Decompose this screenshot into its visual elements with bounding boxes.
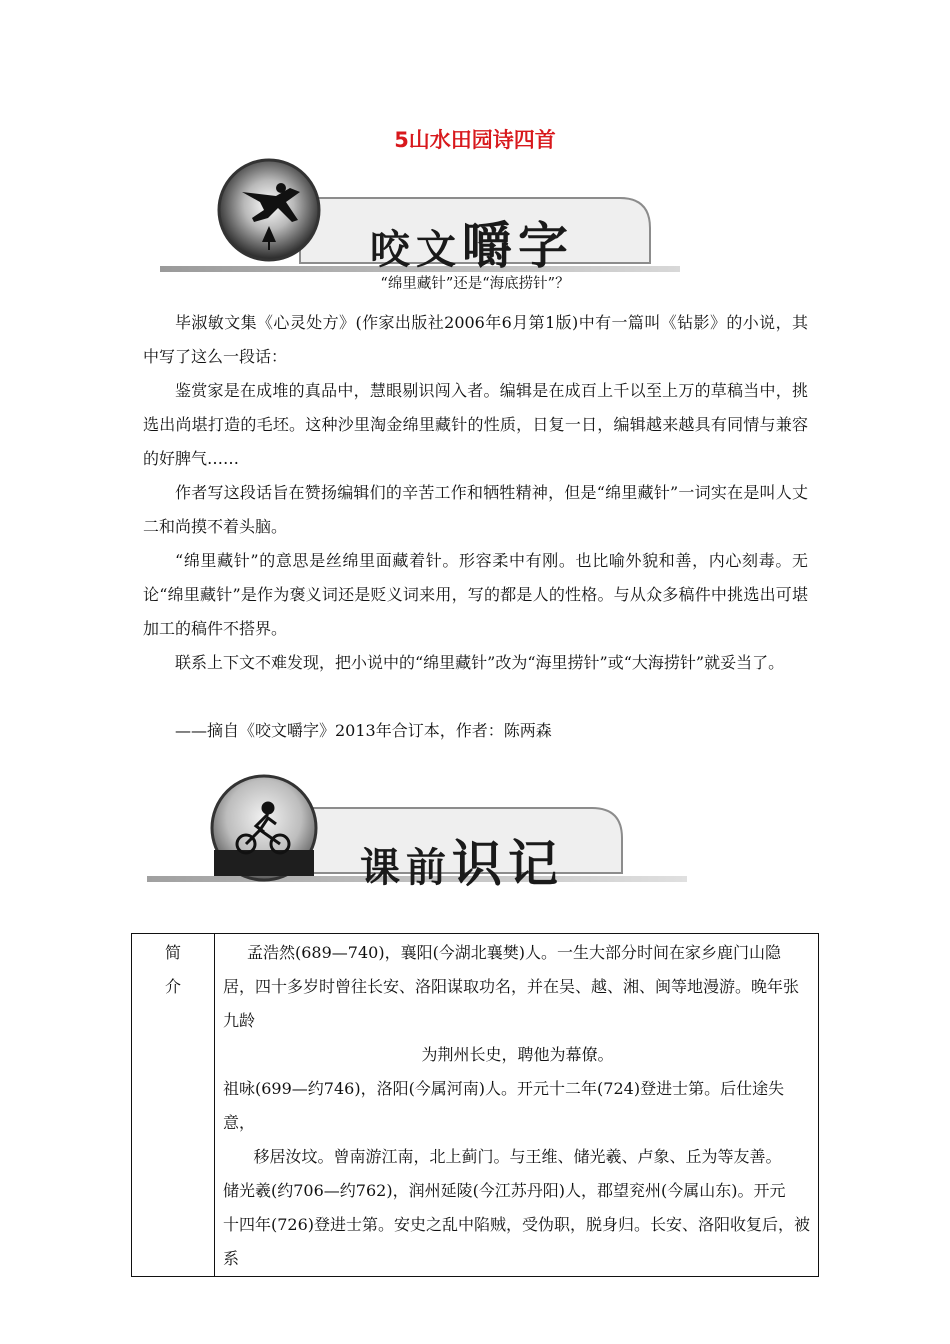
- banner-title-yaowenjiaozi: [370, 206, 574, 278]
- banner-char: 课: [360, 844, 406, 891]
- intro-line: 储光羲(约706—约762)，润州延陵(今江苏丹阳)人，郡望兖州(今属山东)。开元: [223, 1181, 786, 1200]
- article-quote: 鉴赏家是在成堆的真品中，慧眼剔识闯入者。编辑是在成百上千以至上万的草稿当中，挑选出尚堪打造的毛坯。这种沙里淘金绵里藏针的性质，日复一日，编辑越来越具有同情与兼容的好脾气……: [143, 381, 808, 468]
- banner-char: 记: [508, 835, 564, 893]
- article-source: ——摘自《咬文嚼字》2013年合订本，作者：陈两森: [175, 721, 552, 740]
- section-banner-keqianshiji: [142, 768, 804, 893]
- author-intro-table: [131, 933, 819, 1277]
- label-char: 简: [164, 943, 181, 962]
- banner-char: 咬: [370, 226, 416, 273]
- table-label-cell: [132, 934, 215, 1277]
- banner-title-keqianshiji: [360, 824, 564, 896]
- section-banner-yaowenjiaozi: [150, 158, 810, 276]
- banner-char: 前: [406, 844, 452, 891]
- article-paragraph: “绵里藏针”的意思是丝绵里面藏着针。形容柔中有刚。也比喻外貌和善，内心刻毒。无论“绵里藏针”是作为褒义词还是贬义词来用，写的都是人的性格。与从众多稿件中挑选出可堪加工的稿件不搭界。: [143, 551, 808, 638]
- article-subtitle: “绵里藏针”还是“海底捞针”？: [380, 276, 570, 292]
- intro-line: 移居汝坟。曾南游江南，北上蓟门。与王维、储光羲、卢象、丘为等友善。: [253, 1147, 782, 1166]
- article-paragraph: 联系上下文不难发现，把小说中的“绵里藏针”改为“海里捞针”或“大海捞针”就妥当了。: [175, 653, 785, 672]
- intro-line: 十四年(726)登进士第。安史之乱中陷贼，受伪职，脱身归。长安、洛阳收复后，被系: [223, 1215, 811, 1268]
- intro-line: 居，四十多岁时曾往长安、洛阳谋取功名，并在吴、越、湘、闽等地漫游。晚年张九龄: [223, 977, 800, 1030]
- label-char: 介: [164, 977, 181, 996]
- banner-char: 嚼: [462, 217, 518, 275]
- banner-char: 识: [452, 835, 508, 893]
- intro-line: 为荆州长史，聘他为幕僚。: [421, 1045, 614, 1064]
- table-content-cell: [215, 934, 819, 1277]
- page-title: 5山水田园诗四首: [394, 128, 556, 152]
- article-paragraph: 毕淑敏文集《心灵处方》(作家出版社2006年6月第1版)中有一篇叫《钻影》的小说，其中写了这么一段话：: [143, 313, 808, 366]
- banner-char: 字: [518, 217, 574, 275]
- intro-line: 孟浩然(689—740)，襄阳(今湖北襄樊)人。一生大部分时间在家乡鹿门山隐: [247, 943, 782, 962]
- banner-char: 文: [416, 226, 462, 273]
- intro-line: 祖咏(699—约746)，洛阳(今属河南)人。开元十二年(724)登进士第。后仕途失意，: [223, 1079, 785, 1132]
- table-row: [132, 934, 819, 1277]
- article-paragraph: 作者写这段话旨在赞扬编辑们的辛苦工作和牺牲精神，但是“绵里藏针”一词实在是叫人丈二和尚摸不着头脑。: [143, 483, 808, 536]
